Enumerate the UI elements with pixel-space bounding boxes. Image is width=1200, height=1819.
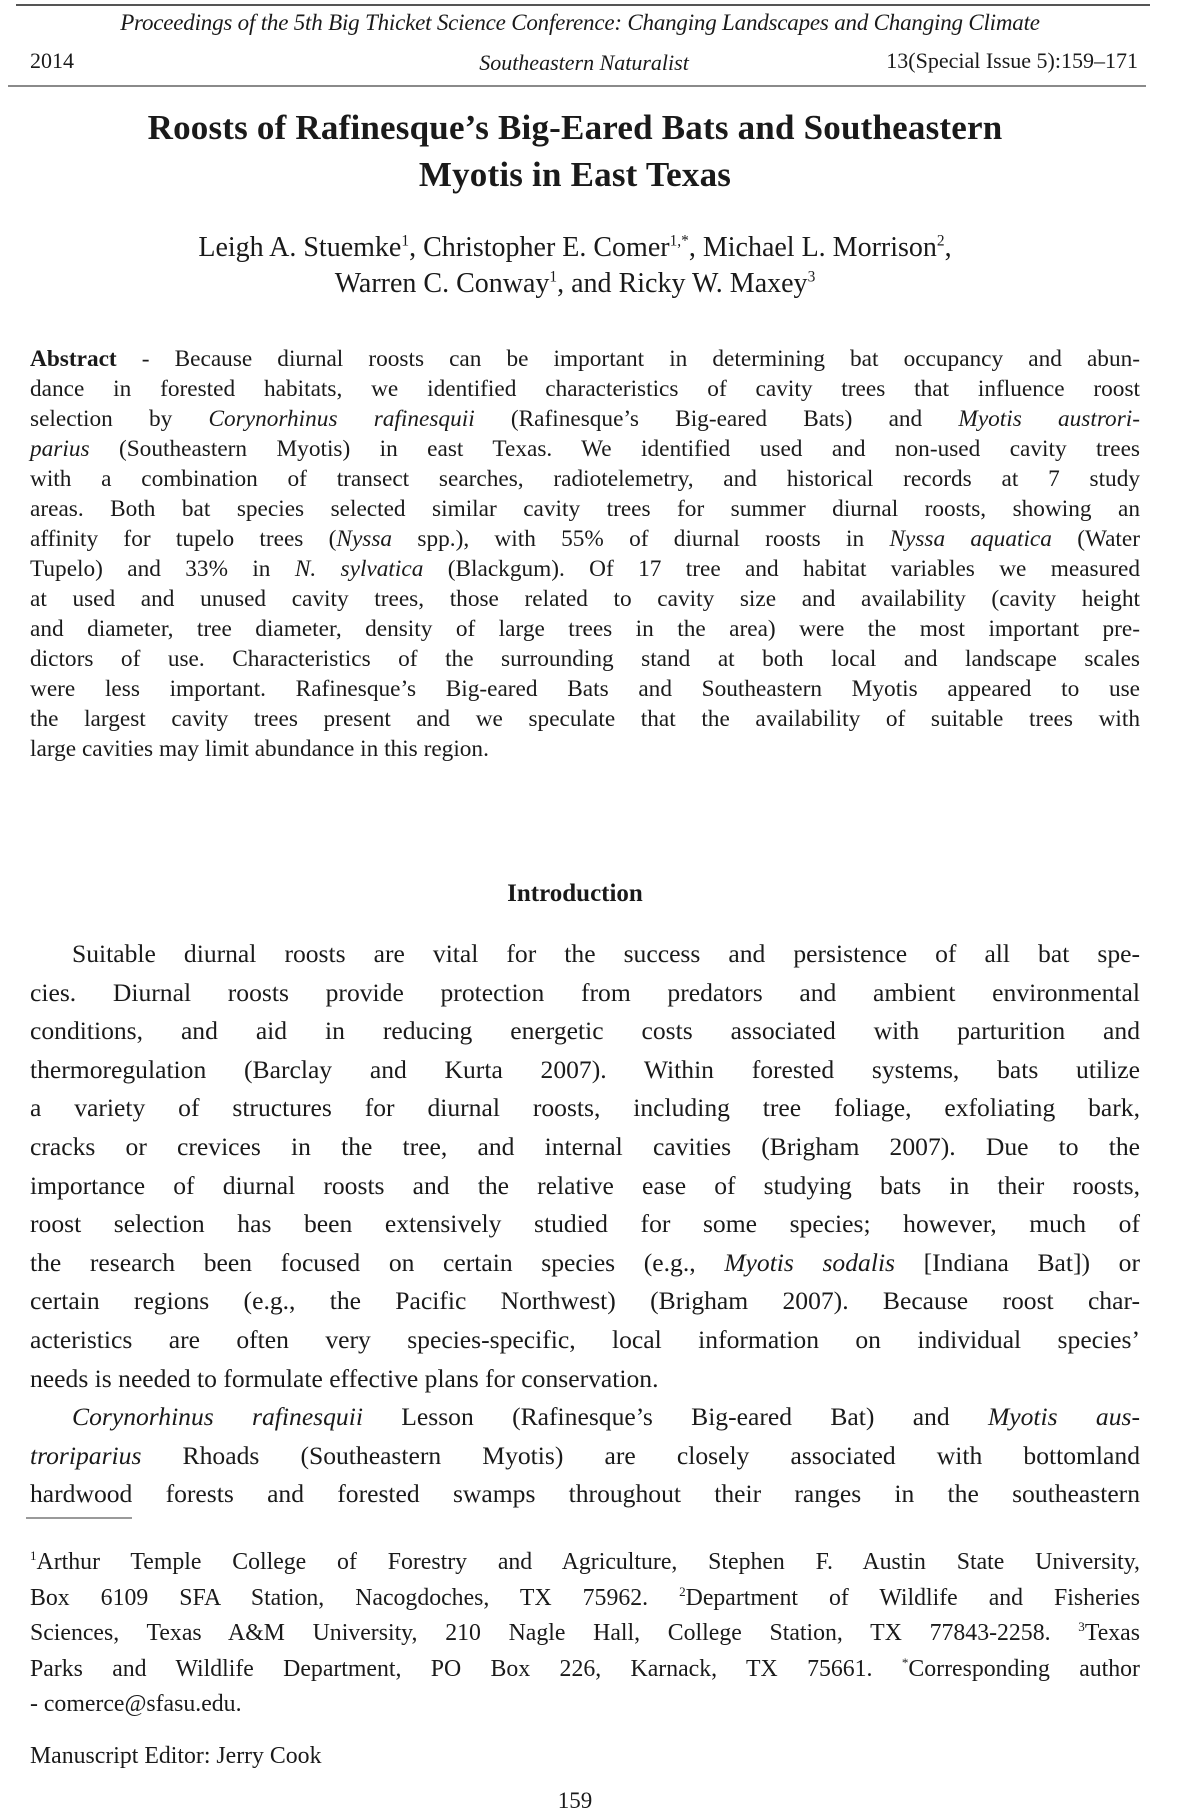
abstract-line (30, 374, 1140, 404)
text-run: the research been focused on certain species (e.g., (30, 1247, 725, 1277)
italic-taxon: troriparius (30, 1440, 142, 1470)
abstract-label: Abstract (30, 346, 117, 372)
text-run: with a combination of transect searches, radiotelemetry, and historical records at 7 study (30, 466, 1140, 492)
header-year: 2014 (30, 48, 74, 73)
footnote-marker: * (901, 1654, 909, 1670)
abstract-line (30, 464, 1140, 494)
text-run: [Indiana Bat]) or (895, 1247, 1140, 1277)
italic-taxon: N. sylvatica (294, 556, 424, 582)
abstract (30, 344, 1140, 764)
text-run: - comerce@sfasu.edu. (30, 1691, 242, 1717)
intro-line (30, 1128, 1140, 1167)
abstract-line (30, 524, 1140, 554)
text-run: Department of Wildlife and Fisheries (685, 1584, 1140, 1611)
page-number: 159 (557, 1788, 593, 1813)
text-run: (Southeastern Myotis) in east Texas. We identified used and non-used cavity trees (89, 436, 1140, 462)
footnote-line (30, 1545, 1140, 1581)
footnote-line (30, 1616, 1140, 1652)
title-line-2: Myotis in East Texas (418, 155, 732, 194)
author-separator: , and (557, 268, 619, 299)
header-issue-pages: 13(Special Issue 5):159–171 (886, 48, 1138, 73)
italic-taxon: Corynorhinus rafinesquii (72, 1402, 363, 1432)
text-run: certain regions (e.g., the Pacific Northwest) (Brigham 2007). Because roost char- (30, 1286, 1140, 1316)
text-run: hardwood forests and forested swamps throughout their ranges in the southeastern (30, 1479, 1140, 1509)
header-bottom-rule (8, 85, 1146, 87)
text-run: acteristics are often very species-specific, local information on individual species’ (30, 1324, 1140, 1354)
text-run: (Blackgum). Of 17 tree and habitat variables we measured (423, 556, 1141, 582)
affiliation-marker: 1 (401, 232, 410, 250)
footnote-line (30, 1652, 1140, 1688)
text-run: thermoregulation (Barclay and Kurta 2007). Within forested systems, bats utilize (30, 1054, 1140, 1084)
text-run: Rhoads (Southeastern Myotis) are closely associated with bottomland (141, 1440, 1140, 1470)
author-name: Michael L. Morrison (702, 232, 937, 263)
italic-taxon: Nyssa aquatica (889, 526, 1052, 552)
footnote-line (30, 1581, 1140, 1617)
intro-line (30, 1437, 1140, 1476)
abstract-line (30, 584, 1140, 614)
abstract-line (30, 614, 1140, 644)
text-run: were less important. Rafinesque’s Big-eared Bats and Southeastern Myotis appeared to use (30, 676, 1140, 702)
intro-line (30, 1282, 1140, 1321)
text-run: Texas (1084, 1620, 1140, 1646)
italic-taxon: Corynorhinus rafinesquii (208, 406, 475, 432)
text-run: Suitable diurnal roosts are vital for the success and persistence of all bat spe- (72, 939, 1140, 968)
abstract-line (30, 734, 1140, 764)
header-journal-name: Southeastern Naturalist (479, 50, 689, 75)
abstract-line (30, 344, 1140, 374)
author-name: Christopher E. Comer (423, 232, 670, 263)
text-run: (Rafinesque’s Big-eared Bats) and (474, 406, 959, 432)
text-run: spp.), with 55% of diurnal roosts in (392, 526, 890, 552)
text-run: Tupelo) and 33% in (30, 556, 295, 582)
text-run: large cavities may limit abundance in this region. (30, 736, 489, 762)
author-line-2 (20, 266, 1130, 302)
footnote-marker: 1 (30, 1548, 37, 1564)
footnote-marker: 2 (679, 1583, 686, 1599)
footnote-separator (26, 1517, 132, 1519)
article-title (20, 104, 1130, 198)
text-run: roost selection has been extensively studied for some species; however, much of (30, 1209, 1140, 1239)
author-separator: , (688, 232, 703, 263)
italic-taxon: Nyssa (336, 526, 393, 552)
text-run: conditions, and aid in reducing energetic costs associated with parturition and (30, 1016, 1140, 1046)
affiliation-marker: 1,* (669, 232, 689, 250)
abstract-line (30, 494, 1140, 524)
footnote-marker: 3 (1078, 1619, 1085, 1635)
text-run: areas. Both bat species selected similar cavity trees for summer diurnal roosts, showing an (30, 496, 1140, 522)
abstract-line (30, 704, 1140, 734)
italic-taxon: parius (30, 436, 90, 462)
text-run: - Because diurnal roosts can be important in determining bat occupancy and abun- (116, 346, 1140, 372)
author-name: Warren C. Conway (334, 268, 550, 299)
intro-line (30, 1205, 1140, 1244)
author-name: Leigh A. Stuemke (198, 232, 402, 263)
text-run: and diameter, tree diameter, density of large trees in the area) were the most important pre- (30, 616, 1140, 642)
author-name: Ricky W. Maxey (618, 268, 808, 299)
italic-taxon: Myotis sodalis (724, 1247, 896, 1277)
text-run: dance in forested habitats, we identified characteristics of cavity trees that influence roost (30, 376, 1140, 402)
intro-line (30, 1360, 1140, 1399)
title-line-1: Roosts of Rafinesque’s Big-Eared Bats and Southeastern (147, 108, 1003, 147)
abstract-line (30, 554, 1140, 584)
introduction-body (30, 935, 1140, 1514)
running-header (30, 48, 1138, 78)
intro-line (30, 1089, 1140, 1128)
intro-line (30, 1321, 1140, 1360)
text-run: Corresponding author (908, 1655, 1140, 1682)
intro-line (30, 1398, 1140, 1437)
text-run: the largest cavity trees present and we speculate that the availability of suitable trees with (30, 706, 1140, 732)
intro-line (30, 1051, 1140, 1090)
text-run: Arthur Temple College of Forestry and Agriculture, Stephen F. Austin State University, (36, 1549, 1140, 1575)
abstract-line (30, 644, 1140, 674)
text-run: cies. Diurnal roosts provide protection from predators and ambient environmental (30, 977, 1140, 1007)
author-separator: , (944, 232, 952, 263)
proceedings-title: Proceedings of the 5th Big Thicket Science Conference: Changing Landscapes and Changing Climate (120, 10, 1040, 35)
text-run: Lesson (Rafinesque’s Big-eared Bat) and (362, 1402, 988, 1432)
section-heading-introduction: Introduction (507, 880, 643, 907)
text-run: Parks and Wildlife Department, PO Box 226, Karnack, TX 75661. (30, 1655, 902, 1682)
text-run: selection by (30, 406, 209, 432)
intro-line (30, 1244, 1140, 1283)
abstract-line (30, 404, 1140, 434)
text-run: at used and unused cavity trees, those related to cavity size and availability (cavity height (30, 586, 1140, 612)
text-run: cracks or crevices in the tree, and internal cavities (Brigham 2007). Due to the (30, 1131, 1140, 1161)
text-run: affinity for tupelo trees ( (30, 526, 337, 552)
footnote-line (30, 1687, 1140, 1723)
author-separator: , (409, 232, 424, 263)
abstract-line (30, 434, 1140, 464)
text-run: dictors of use. Characteristics of the surrounding stand at both local and landscape scales (30, 646, 1140, 672)
author-line-1 (20, 230, 1130, 266)
affiliation-footnotes (30, 1545, 1140, 1723)
intro-line (30, 935, 1140, 974)
affiliation-marker: 1 (549, 268, 558, 286)
intro-line (30, 974, 1140, 1013)
abstract-line (30, 674, 1140, 704)
text-run: Box 6109 SFA Station, Nacogdoches, TX 75962. (30, 1584, 680, 1611)
text-run: importance of diurnal roosts and the relative ease of studying bats in their roosts, (30, 1170, 1140, 1200)
intro-line (30, 1475, 1140, 1514)
italic-taxon: Myotis aus- (987, 1402, 1140, 1432)
author-list (20, 230, 1130, 302)
header-top-rule (16, 4, 1150, 6)
affiliation-marker: 2 (936, 232, 945, 250)
text-run: (Water (1051, 526, 1140, 552)
text-run: a variety of structures for diurnal roosts, including tree foliage, exfoliating bark, (30, 1093, 1140, 1123)
intro-line (30, 1167, 1140, 1206)
text-run: needs is needed to formulate effective plans for conservation. (30, 1363, 659, 1393)
manuscript-editor: Manuscript Editor: Jerry Cook (30, 1743, 322, 1769)
italic-taxon: Myotis austrori- (958, 406, 1140, 432)
text-run: Sciences, Texas A&M University, 210 Nagle Hall, College Station, TX 77843-2258. (30, 1620, 1079, 1646)
affiliation-marker: 3 (807, 268, 816, 286)
intro-line (30, 1012, 1140, 1051)
